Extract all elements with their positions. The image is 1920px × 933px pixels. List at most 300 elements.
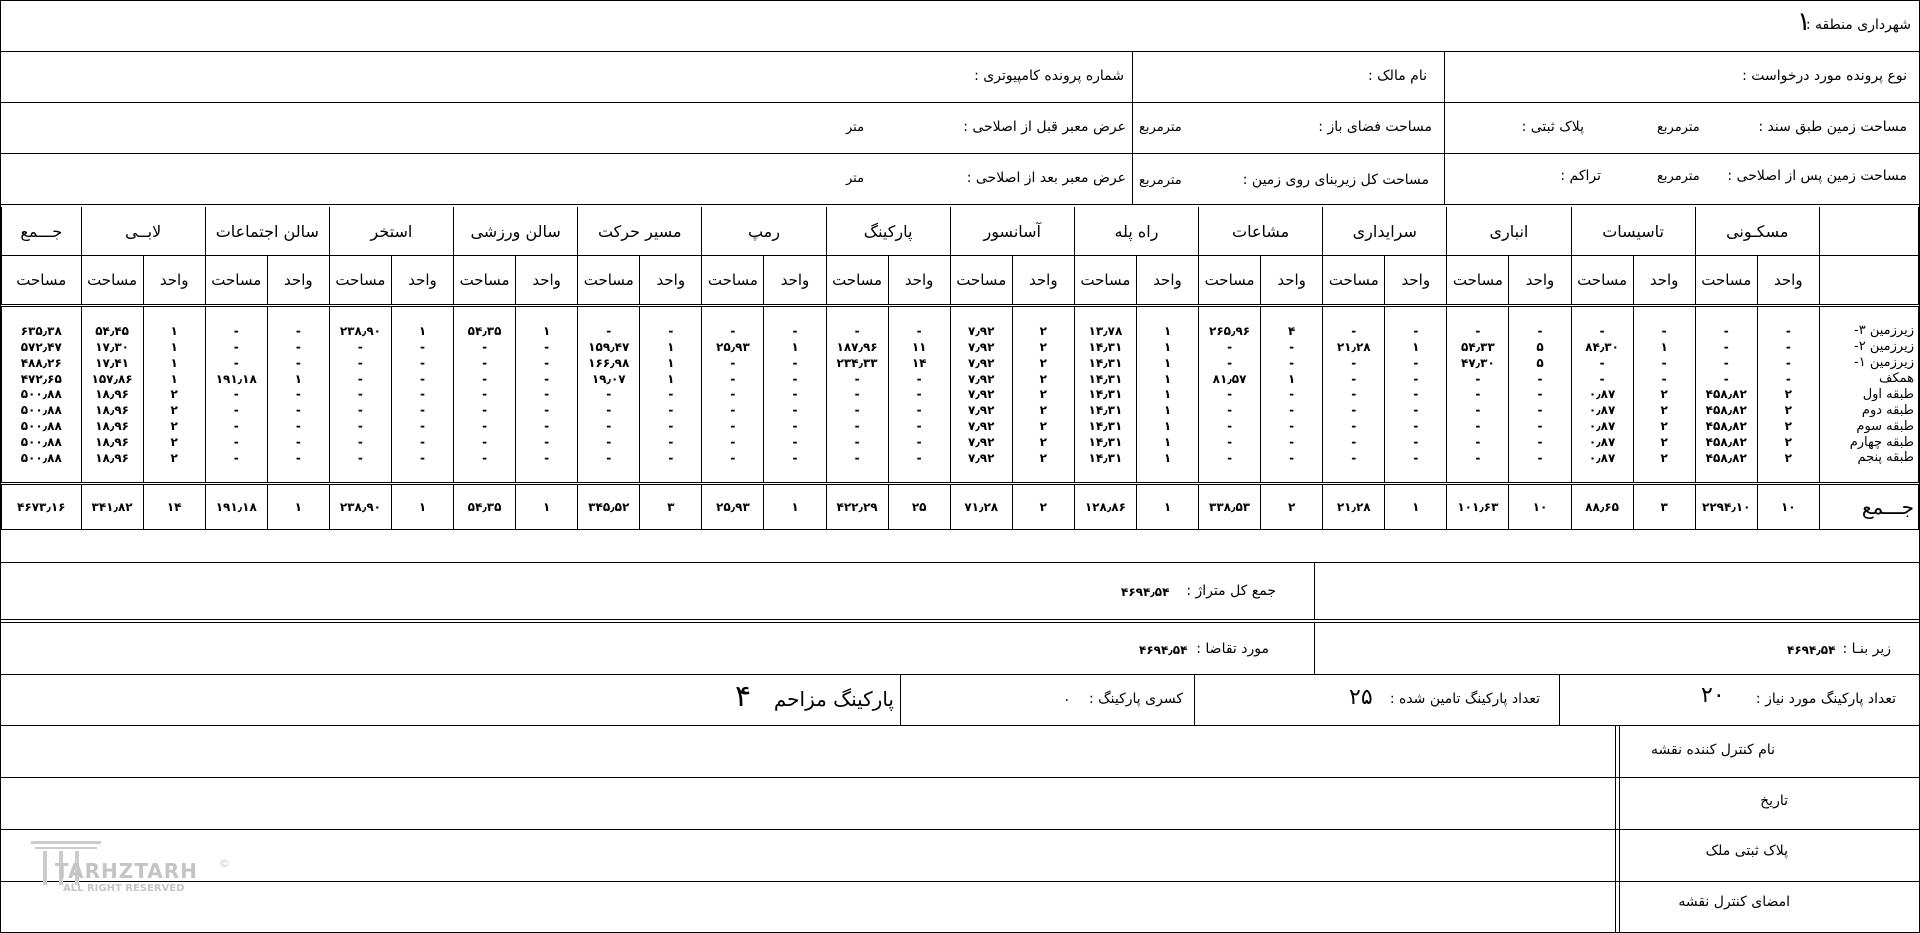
table-cell: - (1509, 386, 1571, 402)
table-cell: - (702, 386, 764, 402)
group-header: سالن ورزشی (454, 207, 578, 256)
floor-label: زیرزمین ۱- (1819, 355, 1918, 371)
table-cell: - (1199, 402, 1261, 418)
table-cell: - (1261, 339, 1323, 355)
table-cell: - (205, 355, 267, 371)
table-cell: - (1509, 371, 1571, 387)
floor-label: طبقه چهارم (1819, 434, 1918, 450)
spacer-cell (888, 306, 950, 323)
table-row (2, 386, 1919, 402)
unit-subheader: واحد (1385, 256, 1447, 306)
table-cell: - (516, 450, 578, 466)
group-header: آسانسور (950, 207, 1074, 256)
area-subheader: مساحت (702, 256, 764, 306)
table-cell: ۴۵۸٫۸۲ (1695, 402, 1757, 418)
table-cell: ۱۵۷٫۸۶ (81, 371, 143, 387)
parking-row (1, 675, 1919, 726)
table-cell: ۲ (1633, 386, 1695, 402)
unit-subheader: واحد (1757, 256, 1819, 306)
density-label: تراکم : (1560, 168, 1601, 184)
table-cell: - (516, 339, 578, 355)
table-cell: - (1509, 323, 1571, 339)
table-cell: - (1199, 386, 1261, 402)
total-cell: ۱ (516, 483, 578, 529)
total-cell: ۲۳۸٫۹۰ (329, 483, 391, 529)
table-cell: ۱۴٫۳۱ (1074, 402, 1136, 418)
table-cell: - (1633, 323, 1695, 339)
spacer-cell (1012, 466, 1074, 483)
table-cell: - (1261, 355, 1323, 371)
table-cell: ۴۷٫۳۰ (1447, 355, 1509, 371)
table-cell: ۲ (1633, 418, 1695, 434)
table-cell: ۰٫۸۷ (1571, 434, 1633, 450)
table-cell: - (888, 371, 950, 387)
table-cell: - (391, 418, 453, 434)
total-cell: ۱۲۸٫۸۶ (1074, 483, 1136, 529)
street-width-before-label: عرض معبر قبل از اصلاحی : (963, 119, 1126, 135)
table-cell: - (329, 371, 391, 387)
request-type-label: نوع پرونده مورد درخواست : (1742, 68, 1907, 84)
table-row (2, 371, 1919, 387)
spacer-cell (764, 466, 826, 483)
table-cell: - (329, 386, 391, 402)
area-subheader: مساحت (2, 256, 82, 306)
table-cell: - (454, 386, 516, 402)
table-cell: ۴۵۸٫۸۲ (1695, 450, 1757, 466)
table-cell: - (454, 355, 516, 371)
table-cell: ۲ (1012, 402, 1074, 418)
total-footage-label: جمع کل متراژ : (1186, 583, 1276, 599)
table-row (2, 450, 1919, 466)
unit-subheader: واحد (640, 256, 702, 306)
group-header: لابــی (81, 207, 205, 256)
table-cell: - (640, 434, 702, 450)
spacer-cell (391, 466, 453, 483)
spacer-cell (1136, 466, 1198, 483)
table-cell: - (1261, 418, 1323, 434)
table-cell: - (578, 418, 640, 434)
total-cell: ۲۱٫۲۸ (1323, 483, 1385, 529)
table-cell: - (1261, 386, 1323, 402)
table-cell: ۱۸٫۹۶ (81, 434, 143, 450)
group-header: استخر (329, 207, 453, 256)
total-cell: ۲۲۹۴٫۱۰ (1695, 483, 1757, 529)
spacer-cell (267, 466, 329, 483)
group-header: مشاعات (1199, 207, 1323, 256)
table-cell: - (454, 402, 516, 418)
table-cell: ۴۵۸٫۸۲ (1695, 386, 1757, 402)
table-cell: - (391, 386, 453, 402)
table-cell: ۱ (764, 339, 826, 355)
spacer-cell (1819, 466, 1918, 483)
total-footage-value: ۴۶۹۴٫۵۴ (1121, 585, 1170, 599)
table-cell: ۲ (1633, 434, 1695, 450)
registry-plate-label: پلاک ثبتی : (1521, 119, 1584, 135)
floor-label: طبقه سوم (1819, 418, 1918, 434)
total-cell: ۲ (1012, 483, 1074, 529)
header-row (1, 1, 1919, 52)
table-cell: ۲ (1633, 402, 1695, 418)
total-cell: ۲۵ (888, 483, 950, 529)
table-cell: ۱ (143, 355, 205, 371)
total-label: جـــمع (1819, 483, 1918, 529)
table-cell: - (1695, 339, 1757, 355)
table-cell: ۱ (1136, 450, 1198, 466)
table-cell: - (1757, 371, 1819, 387)
table-cell: ۱ (1136, 355, 1198, 371)
spacer-cell (1695, 306, 1757, 323)
table-cell: - (702, 450, 764, 466)
table-cell: - (702, 434, 764, 450)
table-cell: ۷٫۹۲ (950, 450, 1012, 466)
info-row-1 (1, 52, 1919, 103)
table-cell: - (888, 418, 950, 434)
total-cell: ۳۴۵٫۵۲ (578, 483, 640, 529)
table-cell: - (1323, 371, 1385, 387)
total-cell: ۱ (391, 483, 453, 529)
table-cell: - (1757, 323, 1819, 339)
table-cell: - (888, 323, 950, 339)
table-cell: - (764, 371, 826, 387)
table-cell: ۱ (1136, 402, 1198, 418)
total-cell: ۷۱٫۲۸ (950, 483, 1012, 529)
table-cell: - (1633, 355, 1695, 371)
unit-subheader: واحد (391, 256, 453, 306)
spacer-cell (205, 306, 267, 323)
area-subheader: مساحت (950, 256, 1012, 306)
table-cell: ۲ (1757, 434, 1819, 450)
table-cell: - (454, 434, 516, 450)
group-header: انباری (1447, 207, 1571, 256)
table-cell: - (1199, 339, 1261, 355)
unit-sqm: مترمربع (1139, 173, 1182, 188)
table-cell: ۷٫۹۲ (950, 386, 1012, 402)
spacer-cell (1633, 306, 1695, 323)
table-cell: ۲ (1012, 418, 1074, 434)
table-row (2, 339, 1919, 355)
table-cell: - (391, 339, 453, 355)
table-cell: - (1199, 450, 1261, 466)
table-cell: ۱۴٫۳۱ (1074, 386, 1136, 402)
total-cell: ۵۴٫۳۵ (454, 483, 516, 529)
table-cell: - (329, 450, 391, 466)
table-cell: ۲ (143, 450, 205, 466)
table-cell: ۷٫۹۲ (950, 323, 1012, 339)
table-cell: - (764, 434, 826, 450)
requested-label: مورد تقاضا : (1196, 641, 1269, 657)
table-cell: ۱۷٫۳۰ (81, 339, 143, 355)
table-cell: ۱۷٫۴۱ (81, 355, 143, 371)
table-cell: - (1323, 418, 1385, 434)
table-cell: - (702, 418, 764, 434)
total-cell: ۳۴۱٫۸۲ (81, 483, 143, 529)
control-block (1, 726, 1919, 932)
table-cell: ۲ (1012, 339, 1074, 355)
table-cell: - (764, 355, 826, 371)
info-row-3 (1, 154, 1919, 205)
total-cell: ۱۰ (1757, 483, 1819, 529)
table-cell: ۲۳۴٫۳۳ (826, 355, 888, 371)
table-cell: - (329, 339, 391, 355)
table-cell: - (1261, 402, 1323, 418)
tarhztarh-logo (29, 839, 229, 901)
table-cell: - (329, 418, 391, 434)
spacer-cell (1571, 306, 1633, 323)
table-cell: - (1385, 450, 1447, 466)
table-cell: - (1509, 450, 1571, 466)
table-cell: - (329, 434, 391, 450)
table-cell: - (1447, 434, 1509, 450)
table-cell: ۱۸٫۹۶ (81, 402, 143, 418)
table-cell: ۱ (640, 371, 702, 387)
table-cell: ۱ (1261, 371, 1323, 387)
table-cell: - (1509, 402, 1571, 418)
spacer-cell (1261, 306, 1323, 323)
table-cell: - (391, 371, 453, 387)
spacer-cell (702, 466, 764, 483)
table-cell: ۱ (516, 323, 578, 339)
total-cell: ۱۹۱٫۱۸ (205, 483, 267, 529)
table-cell: - (267, 402, 329, 418)
unit-sqm: مترمربع (1657, 169, 1700, 184)
table-cell: ۱۴٫۳۱ (1074, 355, 1136, 371)
table-cell: ۲ (1012, 434, 1074, 450)
table-cell: - (205, 450, 267, 466)
table-cell: ۲ (1012, 450, 1074, 466)
table-cell: - (826, 323, 888, 339)
spacer-cell (578, 466, 640, 483)
group-header-row (2, 207, 1919, 256)
area-subheader: مساحت (1447, 256, 1509, 306)
table-cell: ۰٫۸۷ (1571, 386, 1633, 402)
table-row (2, 323, 1919, 339)
table-cell: - (267, 450, 329, 466)
unit-subheader: واحد (1261, 256, 1323, 306)
table-cell: ۱۸۷٫۹۶ (826, 339, 888, 355)
spacer-cell (578, 306, 640, 323)
table-cell: - (1447, 450, 1509, 466)
spacer-cell (640, 306, 702, 323)
municipality-number: ۱ (1797, 7, 1811, 37)
spacer-cell (1633, 466, 1695, 483)
table-cell: ۰٫۸۷ (1571, 418, 1633, 434)
group-header: تاسیسات (1571, 207, 1695, 256)
spacer-cell (81, 306, 143, 323)
table-cell: ۲ (1757, 418, 1819, 434)
table-cell: - (702, 355, 764, 371)
floor-label: طبقه اول (1819, 386, 1918, 402)
spacer-cell (1323, 306, 1385, 323)
area-subheader: مساحت (1074, 256, 1136, 306)
table-cell: ۱ (143, 371, 205, 387)
spacer-cell (1074, 306, 1136, 323)
table-cell: - (888, 450, 950, 466)
total-cell: ۱۰ (1509, 483, 1571, 529)
area-subheader: مساحت (1695, 256, 1757, 306)
total-cell: ۱ (267, 483, 329, 529)
table-cell: ۱ (1136, 418, 1198, 434)
table-cell: - (205, 386, 267, 402)
group-header: سالن اجتماعات (205, 207, 329, 256)
table-cell: - (578, 402, 640, 418)
table-cell: ۵۴٫۴۵ (81, 323, 143, 339)
table-cell: ۱ (1136, 434, 1198, 450)
spacer-cell (1509, 306, 1571, 323)
table-cell: - (1385, 386, 1447, 402)
spacer-cell (826, 466, 888, 483)
table-cell: - (764, 323, 826, 339)
table-cell: - (826, 402, 888, 418)
table-cell: ۱۴٫۳۱ (1074, 434, 1136, 450)
control-plate-label: پلاک ثبتی ملک (1705, 843, 1788, 859)
total-cell: ۱۰۱٫۶۳ (1447, 483, 1509, 529)
table-cell: ۱ (143, 339, 205, 355)
table-cell: - (578, 450, 640, 466)
table-cell: - (516, 402, 578, 418)
total-cell: ۲ (1261, 483, 1323, 529)
table-cell: ۱ (143, 323, 205, 339)
table-cell: - (1199, 355, 1261, 371)
table-cell: ۵۰۰٫۸۸ (2, 450, 82, 466)
table-cell: ۷٫۹۲ (950, 355, 1012, 371)
table-cell: - (454, 371, 516, 387)
table-cell: ۸۴٫۳۰ (1571, 339, 1633, 355)
table-cell: ۱۴٫۳۱ (1074, 418, 1136, 434)
table-cell: - (1757, 339, 1819, 355)
table-cell: ۲۵٫۹۳ (702, 339, 764, 355)
owner-name-label: نام مالک : (1367, 68, 1427, 84)
spacer-cell (205, 466, 267, 483)
total-cell: ۳۳۸٫۵۳ (1199, 483, 1261, 529)
table-cell: - (1323, 402, 1385, 418)
info-row-2 (1, 103, 1919, 154)
table-row (2, 434, 1919, 450)
table-cell: ۷٫۹۲ (950, 434, 1012, 450)
spacer-row (2, 306, 1919, 323)
table-cell: ۱ (640, 355, 702, 371)
table-cell: - (578, 434, 640, 450)
area-table (1, 207, 1919, 530)
unit-m: متر (846, 171, 865, 186)
total-cell: ۳ (1633, 483, 1695, 529)
table-cell: - (1385, 371, 1447, 387)
table-cell: - (826, 371, 888, 387)
unit-m: متر (846, 120, 865, 135)
table-cell: ۱ (1385, 339, 1447, 355)
table-cell: - (329, 402, 391, 418)
table-cell: ۱ (267, 371, 329, 387)
spacer-cell (143, 306, 205, 323)
table-cell: ۱ (1633, 339, 1695, 355)
table-cell: - (1385, 402, 1447, 418)
group-header: پارکینگ (826, 207, 950, 256)
table-cell: ۲۱٫۲۸ (1323, 339, 1385, 355)
table-cell: - (826, 386, 888, 402)
area-subheader: مساحت (1199, 256, 1261, 306)
total-header: جـــمع (2, 207, 82, 256)
parking-provided-value: ۲۵ (1349, 685, 1373, 710)
group-header: سرایداری (1323, 207, 1447, 256)
table-cell: ۷٫۹۲ (950, 371, 1012, 387)
table-cell: ۱ (1136, 339, 1198, 355)
total-cell: ۸۸٫۶۵ (1571, 483, 1633, 529)
table-cell: ۲ (1633, 450, 1695, 466)
parking-needed-label: تعداد پارکینگ مورد نیاز : (1755, 691, 1896, 707)
table-cell: - (1695, 371, 1757, 387)
parking-obstruct-label: پارکینگ مزاحم (773, 687, 894, 711)
table-cell: - (1323, 386, 1385, 402)
table-cell: - (1199, 418, 1261, 434)
table-cell: - (1633, 371, 1695, 387)
unit-subheader: واحد (1136, 256, 1198, 306)
table-cell: - (764, 450, 826, 466)
table-cell: - (1199, 434, 1261, 450)
spacer-row (2, 466, 1919, 483)
spacer-cell (1819, 306, 1918, 323)
table-cell: ۱۸٫۹۶ (81, 418, 143, 434)
table-cell: - (764, 402, 826, 418)
control-signature-label: امضای کنترل نقشه (1678, 894, 1790, 910)
table-row (2, 402, 1919, 418)
spacer-cell (454, 306, 516, 323)
total-cell: ۴۲۲٫۲۹ (826, 483, 888, 529)
unit-subheader: واحد (1509, 256, 1571, 306)
parking-provided-label: تعداد پارکینگ تامین شده : (1389, 691, 1540, 707)
spacer-cell (267, 306, 329, 323)
area-subheader: مساحت (826, 256, 888, 306)
corner-cell (1819, 256, 1918, 306)
table-cell: - (516, 355, 578, 371)
table-row (2, 418, 1919, 434)
table-cell: ۲ (1012, 386, 1074, 402)
table-cell: ۲ (1012, 355, 1074, 371)
land-area-deed-label: مساحت زمین طبق سند : (1758, 119, 1907, 135)
table-cell: - (516, 386, 578, 402)
table-cell: ۱۵۹٫۴۷ (578, 339, 640, 355)
spacer-cell (1136, 306, 1198, 323)
table-cell: - (1571, 371, 1633, 387)
table-cell: - (205, 418, 267, 434)
table-cell: - (1385, 434, 1447, 450)
spacer-cell (1074, 466, 1136, 483)
spacer-cell (329, 466, 391, 483)
table-cell: - (764, 418, 826, 434)
built-area-row (1, 622, 1919, 675)
area-subheader: مساحت (205, 256, 267, 306)
built-area-label: زیر بنـا : (1842, 641, 1891, 657)
table-cell: - (1385, 418, 1447, 434)
street-width-after-label: عرض معبر بعد از اصلاحی : (966, 170, 1126, 186)
table-cell: - (702, 371, 764, 387)
table-cell: - (1571, 323, 1633, 339)
spacer-cell (1509, 466, 1571, 483)
table-cell: - (391, 450, 453, 466)
table-cell: ۱۴٫۳۱ (1074, 371, 1136, 387)
table-cell: - (1261, 450, 1323, 466)
total-footage-row (1, 562, 1919, 620)
spacer-cell (1447, 306, 1509, 323)
floor-label: طبقه پنجم (1819, 450, 1918, 466)
unit-subheader: واحد (516, 256, 578, 306)
table-cell: ۰٫۸۷ (1571, 402, 1633, 418)
total-cell: ۱ (764, 483, 826, 529)
table-cell: - (1571, 355, 1633, 371)
table-cell: ۶۳۵٫۳۸ (2, 323, 82, 339)
table-cell: ۴۵۸٫۸۲ (1695, 434, 1757, 450)
spacer-cell (1199, 306, 1261, 323)
floor-label: زیرزمین ۲- (1819, 339, 1918, 355)
group-header: مسیر حرکت (578, 207, 702, 256)
